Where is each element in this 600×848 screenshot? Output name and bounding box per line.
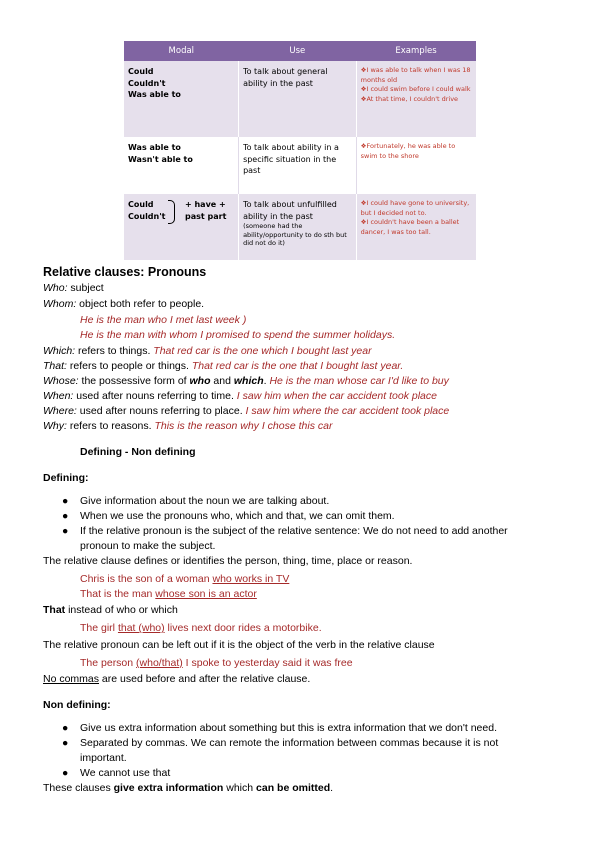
bullet-item: Give us extra information about something but this is extra information that we don't need. (80, 722, 497, 734)
bullet-item: Give information about the noun we are talking about. (80, 495, 330, 507)
bullet-item: Separated by commas. We can remote the information between commas because it is not (80, 737, 499, 749)
that-line: That: refers to people or things. That red car is the one that I bought last year. (43, 360, 404, 372)
example-text: ❖At that time, I couldn't drive (360, 94, 459, 103)
defining-heading: Defining - Non defining (80, 446, 196, 458)
bullet-item-cont: important. (80, 752, 127, 764)
modal-text: Could (128, 200, 154, 209)
examples-cell (356, 61, 476, 137)
example-sentence: The girl that (who) lives next door rides a motorbike. (80, 622, 322, 634)
section-title: Relative clauses: Pronouns (43, 265, 207, 279)
use-text: To talk about unfulfilled ability in the past (243, 200, 337, 221)
bullet-icon: ● (62, 767, 69, 779)
header-use: Use (239, 41, 357, 61)
bullet-item: If the relative pronoun is the subject of the relative sentence: We do not need to add another (80, 525, 508, 537)
modal-text: Could (128, 67, 154, 76)
example-text: ❖Fortunately, he was able to swim to the shore (360, 142, 456, 160)
modal-text: Couldn't (128, 211, 166, 221)
modal-text: Couldn't (128, 78, 166, 88)
bullet-icon: ● (62, 510, 69, 522)
modal-text: + have + (185, 200, 226, 209)
bullet-icon: ● (62, 525, 69, 537)
summary-line: These clauses give extra information which can be omitted. (43, 782, 334, 794)
use-cell: To talk about ability in a specific situation in the past (239, 137, 357, 194)
use-note: (someone had the ability/opportunity to do sth but did not do it) (243, 222, 347, 247)
examples-cell (356, 137, 476, 194)
examples-cell (356, 194, 476, 260)
use-cell (239, 194, 357, 260)
table-row (124, 137, 476, 194)
when-line: When: used after nouns referring to time. I saw him when the car accident took place (43, 390, 437, 402)
header-examples: Examples (356, 41, 476, 61)
no-commas-line: No commas are used before and after the relative clause. (43, 673, 311, 685)
that-note: That instead of who or which (43, 604, 178, 616)
example-sentence: He is the man with whom I promised to spend the summer holidays. (80, 329, 396, 341)
omit-rule: The relative pronoun can be left out if it is the object of the verb in the relative clause (43, 639, 435, 651)
whose-line: Whose: the possessive form of who and which. He is the man whose car I'd like to buy (43, 375, 449, 387)
example-text: ❖I couldn't have been a ballet dancer, I was too tall. (360, 218, 460, 236)
header-modal: Modal (124, 41, 239, 61)
modal-cell (124, 137, 239, 194)
where-line: Where: used after nouns referring to place. I saw him where the car accident took place (43, 405, 450, 417)
modals-table (124, 41, 476, 260)
use-cell: To talk about general ability in the past (239, 61, 357, 137)
bullet-icon: ● (62, 722, 69, 734)
example-sentence: The person (who/that) I spoke to yesterday said it was free (80, 657, 353, 669)
bullet-item-cont: pronoun to make the subject. (80, 540, 216, 552)
bullet-icon: ● (62, 495, 69, 507)
modal-text: Was able to (128, 143, 181, 152)
example-text: ❖I was able to talk when I was 18 months old (360, 66, 471, 84)
brace-icon (168, 200, 175, 224)
which-line: Which: refers to things. That red car is the one which I bought last year (43, 345, 372, 357)
table-row (124, 61, 476, 137)
modal-text: Wasn't able to (128, 154, 193, 164)
example-text: ❖I could have gone to university, but I decided not to. (360, 199, 470, 217)
example-sentence: Chris is the son of a woman who works in TV (80, 573, 290, 585)
example-text: ❖I could swim before I could walk (360, 85, 471, 93)
whom-line: Whom: object both refer to people. (43, 298, 205, 310)
non-defining-label: Non defining: (43, 699, 111, 711)
example-sentence: That is the man whose son is an actor (80, 588, 257, 600)
defining-desc: The relative clause defines or identifies the person, thing, time, place or reason. (43, 555, 413, 567)
example-sentence: He is the man who I met last week ) (80, 314, 247, 326)
why-line: Why: refers to reasons. This is the reason why I chose this car (43, 420, 333, 432)
modal-cell (124, 61, 239, 137)
table-row (124, 194, 476, 260)
bullet-item: When we use the pronouns who, which and that, we can omit them. (80, 510, 395, 522)
bullet-item: We cannot use that (80, 767, 171, 779)
table-header-row (124, 41, 476, 61)
defining-label: Defining: (43, 472, 89, 484)
modal-cell (124, 194, 239, 260)
modal-text: Was able to (128, 90, 181, 99)
who-line: Who: subject (43, 282, 104, 294)
bullet-icon: ● (62, 737, 69, 749)
modal-text: past part (185, 211, 227, 221)
